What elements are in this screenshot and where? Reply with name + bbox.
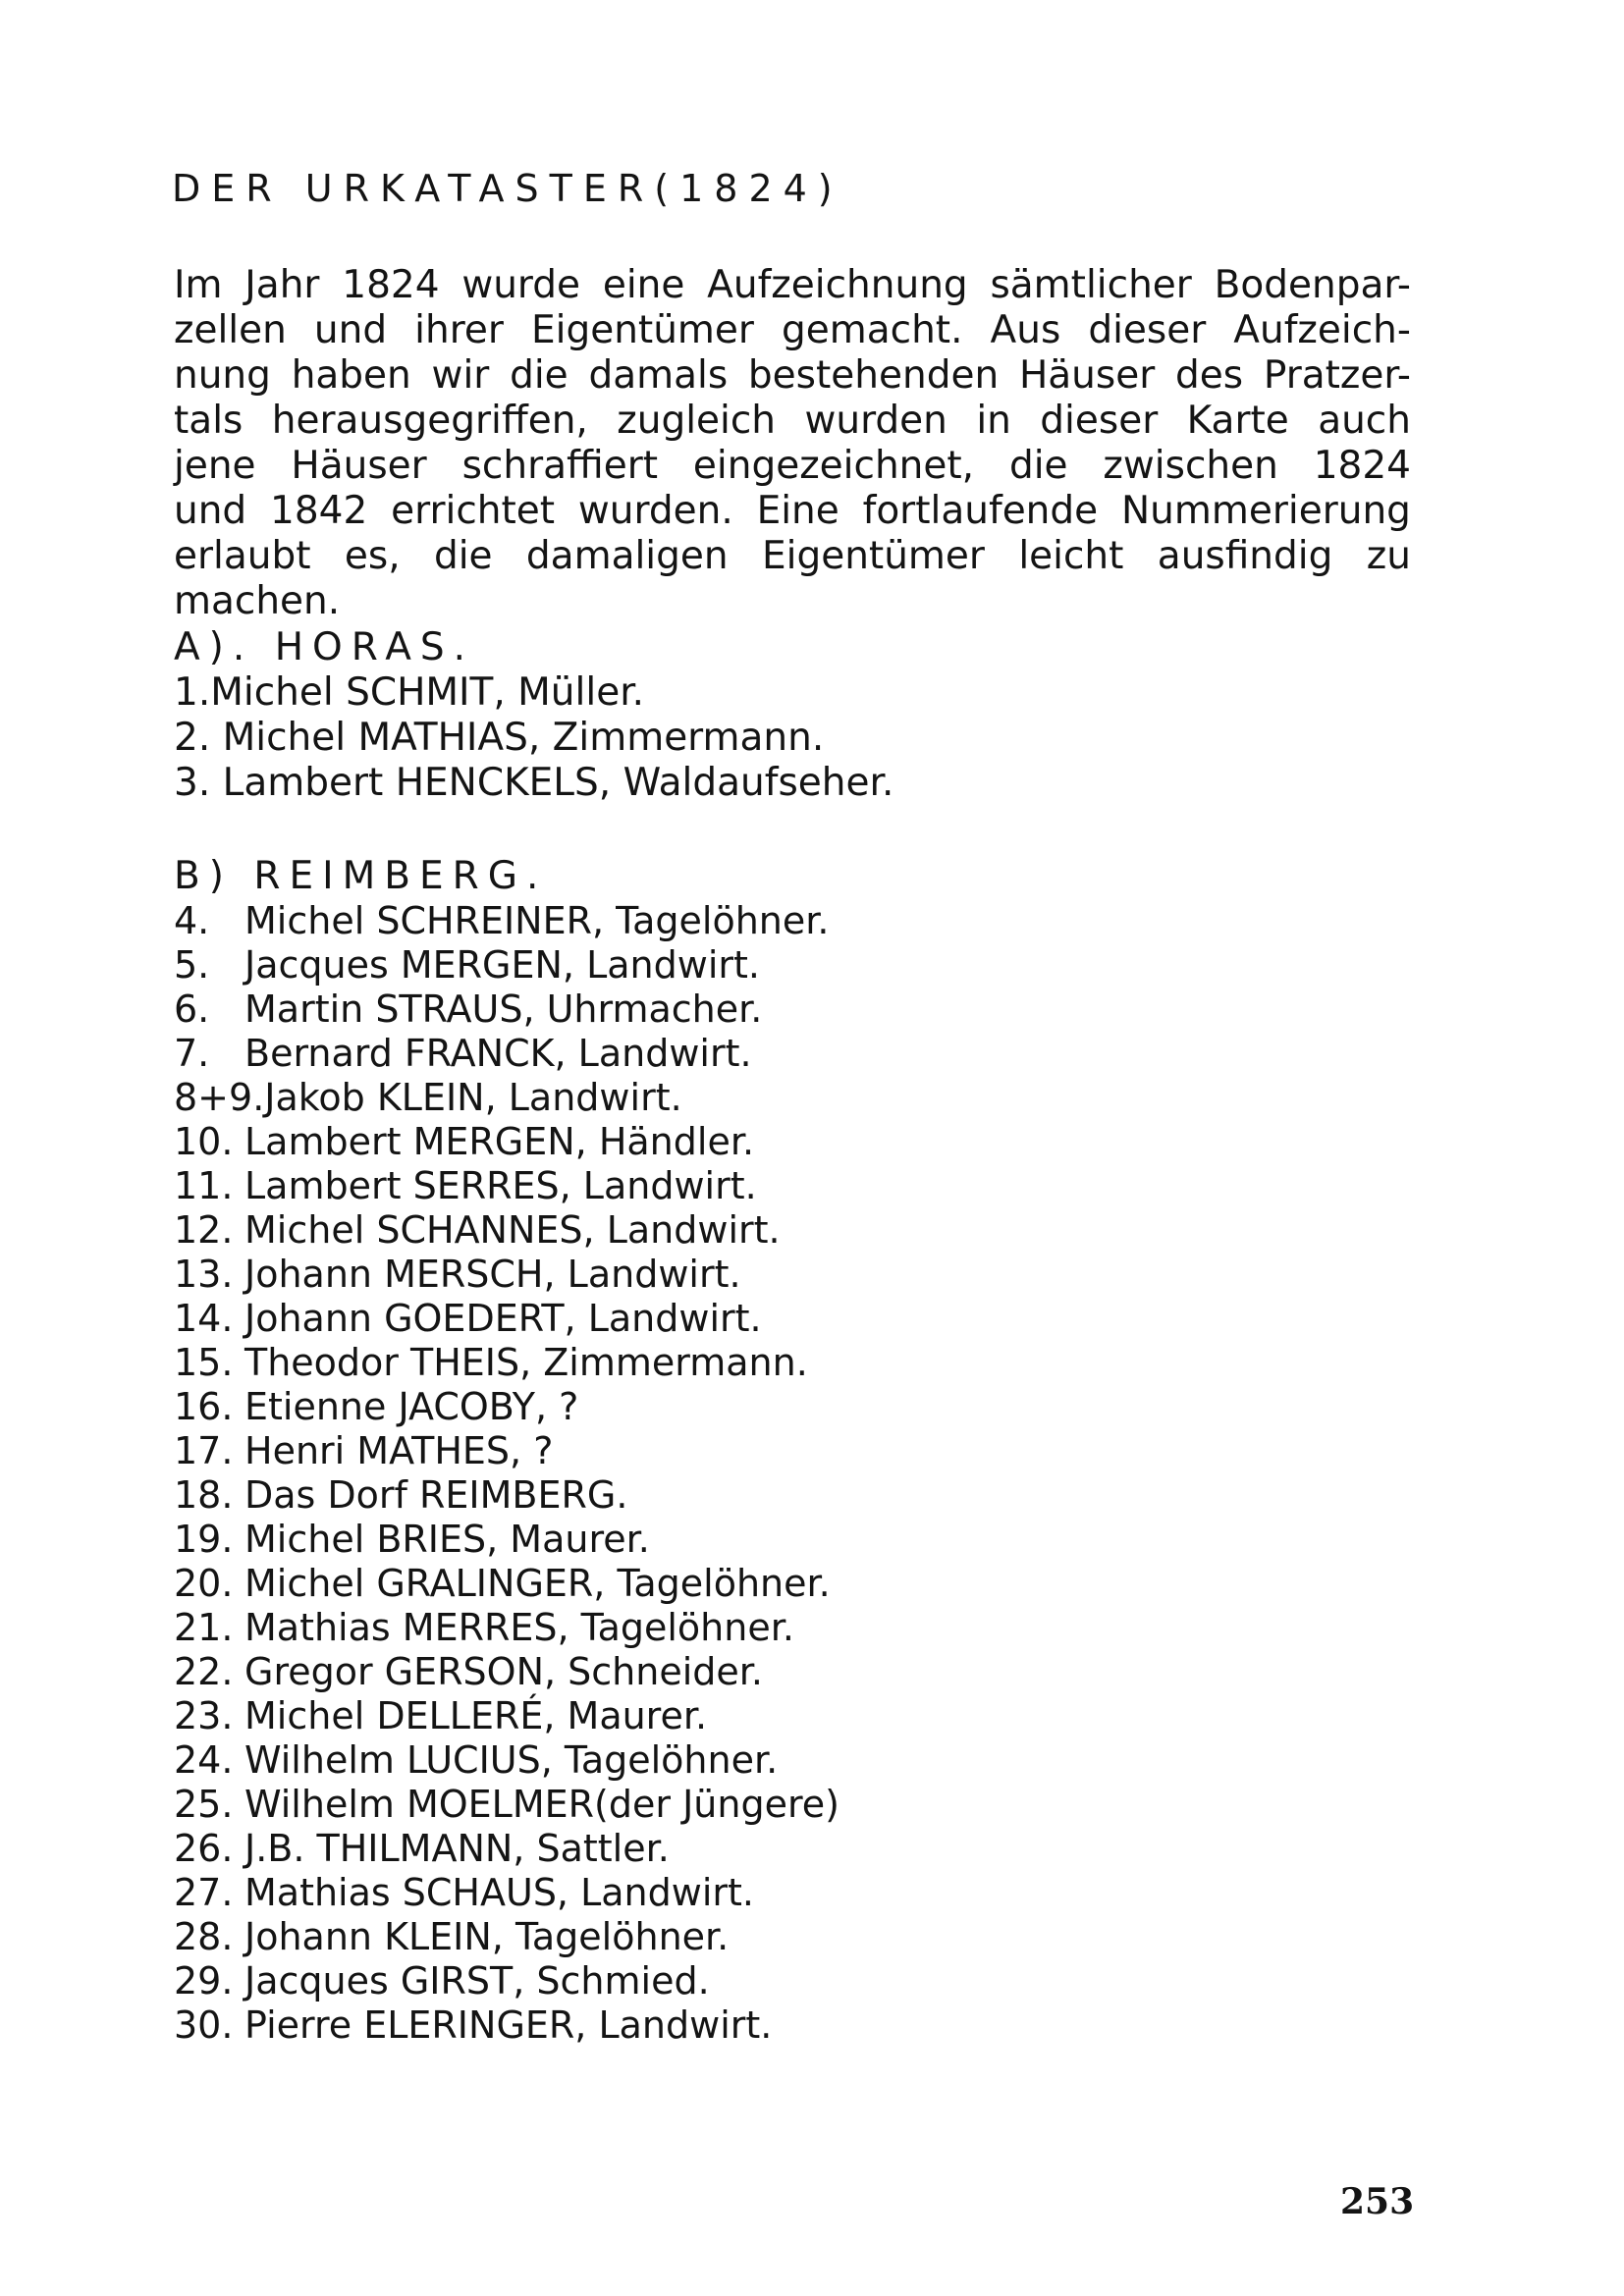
- entry-number: 19.: [174, 1518, 234, 1561]
- intro-word: zugleich: [617, 399, 777, 443]
- intro-word: 1824: [1313, 444, 1411, 488]
- intro-word: eine: [602, 263, 685, 307]
- list-item: [174, 1606, 794, 1649]
- intro-word: dieser: [1088, 308, 1207, 352]
- intro-word: jene: [174, 444, 256, 488]
- intro-word: sämtlicher: [990, 263, 1192, 307]
- entry-number: 29.: [174, 1959, 234, 2002]
- intro-line: [174, 444, 1411, 488]
- entry-number: 27.: [174, 1871, 234, 1914]
- intro-word: wurde: [461, 263, 581, 307]
- intro-word: haben: [291, 353, 411, 398]
- list-item: [174, 988, 762, 1031]
- list-item: [174, 1650, 763, 1693]
- list-item: [174, 1120, 754, 1163]
- section-a-heading: A). HORAS.: [174, 625, 475, 669]
- intro-line: [174, 534, 1411, 578]
- intro-word: Eigentümer: [530, 308, 754, 352]
- entry-text: Das Dorf REIMBERG.: [244, 1473, 628, 1517]
- entry-text: Michel SCHREINER, Tagelöhner.: [244, 899, 830, 942]
- list-item: [174, 1518, 650, 1561]
- list-item: [174, 1076, 682, 1119]
- entry-text: Jakob KLEIN, Landwirt.: [264, 1076, 682, 1119]
- list-item: [174, 1694, 707, 1737]
- entry-number: 26.: [174, 1827, 234, 1870]
- intro-word: die: [510, 353, 568, 398]
- intro-word: fortlaufende: [862, 489, 1099, 533]
- entry-text: Wilhelm MOELMER(der Jüngere): [244, 1783, 839, 1826]
- list-item: [174, 1473, 627, 1517]
- intro-word: Aufzeichnung: [707, 263, 968, 307]
- list-item: [174, 1738, 778, 1782]
- entry-text: Johann GOEDERT, Landwirt.: [244, 1297, 762, 1340]
- intro-word: des: [1175, 353, 1244, 398]
- intro-word: in: [976, 399, 1011, 443]
- intro-word: errichtet: [391, 489, 556, 533]
- intro-line: [174, 308, 1411, 352]
- entry-text: Jacques MERGEN, Landwirt.: [244, 943, 760, 987]
- intro-word: Karte: [1186, 399, 1289, 443]
- intro-word: erlaubt: [174, 534, 311, 578]
- intro-word: bestehenden: [747, 353, 1000, 398]
- intro-word: zellen: [174, 308, 287, 352]
- intro-word: Aufzeich-: [1233, 308, 1411, 352]
- list-item: [174, 1385, 578, 1428]
- list-item: [174, 1827, 670, 1870]
- intro-word: und: [313, 308, 388, 352]
- list-item: [174, 1562, 831, 1605]
- section-b-heading: B) REIMBERG.: [174, 854, 548, 898]
- intro-word: die: [433, 534, 493, 578]
- intro-word: wir: [431, 353, 490, 398]
- entry-number: 20.: [174, 1562, 234, 1605]
- entry-number: 5.: [174, 943, 210, 987]
- entry-text: Lambert MERGEN, Händler.: [244, 1120, 755, 1163]
- entry-number: 12.: [174, 1208, 234, 1252]
- entry-number: 23.: [174, 1694, 234, 1737]
- entry-text: Gregor GERSON, Schneider.: [244, 1650, 763, 1693]
- list-item: 1.Michel SCHMIT, Müller.: [174, 670, 645, 715]
- list-item: 3. Lambert HENCKELS, Waldaufseher.: [174, 761, 894, 805]
- list-item: [174, 1915, 729, 1958]
- entry-text: Michel SCHANNES, Landwirt.: [244, 1208, 781, 1252]
- intro-word: auch: [1318, 399, 1411, 443]
- intro-word: zwischen: [1103, 444, 1278, 488]
- intro-word: Häuser: [291, 444, 427, 488]
- intro-word: wurden.: [577, 489, 733, 533]
- entry-number: 21.: [174, 1606, 234, 1649]
- entry-number: 7.: [174, 1032, 210, 1075]
- entry-text: Etienne JACOBY, ?: [244, 1385, 579, 1428]
- list-item: [174, 1208, 781, 1252]
- intro-word: Eigentümer: [761, 534, 985, 578]
- intro-word: die: [1008, 444, 1068, 488]
- intro-word: gemacht.: [782, 308, 963, 352]
- entry-number: 17.: [174, 1429, 234, 1472]
- entry-number: 25.: [174, 1783, 234, 1826]
- intro-word: herausgegriffen,: [271, 399, 588, 443]
- page-number: 253: [1340, 2181, 1415, 2222]
- entry-text: Michel BRIES, Maurer.: [244, 1518, 650, 1561]
- entry-number: 15.: [174, 1341, 234, 1384]
- entry-text: Martin STRAUS, Uhrmacher.: [244, 988, 763, 1031]
- intro-word: zu: [1366, 534, 1411, 578]
- list-item: [174, 1959, 710, 2002]
- page-title: DER URKATASTER(1824): [172, 167, 843, 210]
- intro-word: dieser: [1040, 399, 1159, 443]
- intro-word: Häuser: [1018, 353, 1156, 398]
- entry-text: Johann MERSCH, Landwirt.: [244, 1253, 741, 1296]
- entry-number: 18.: [174, 1473, 234, 1517]
- list-item: [174, 1164, 757, 1207]
- intro-word: Bodenpar-: [1214, 263, 1411, 307]
- intro-word: schraffiert: [461, 444, 659, 488]
- intro-word: Eine: [756, 489, 839, 533]
- list-item: [174, 1297, 762, 1340]
- entry-number: 4.: [174, 899, 210, 942]
- entry-text: Theodor THEIS, Zimmermann.: [244, 1341, 808, 1384]
- entry-number: 30.: [174, 2003, 234, 2047]
- list-item: [174, 943, 760, 987]
- entry-text: Lambert SERRES, Landwirt.: [244, 1164, 757, 1207]
- intro-word: 1824: [342, 263, 440, 307]
- entry-number: 8+9.: [174, 1076, 265, 1119]
- intro-word: und: [174, 489, 247, 533]
- intro-line-last: machen.: [174, 579, 341, 623]
- entry-number: 16.: [174, 1385, 234, 1428]
- intro-line: [174, 399, 1411, 443]
- list-item: [174, 1032, 752, 1075]
- intro-word: eingezeichnet,: [692, 444, 975, 488]
- intro-word: nung: [174, 353, 271, 398]
- intro-line: [174, 489, 1411, 533]
- intro-word: Aus: [990, 308, 1061, 352]
- list-item: 2. Michel MATHIAS, Zimmermann.: [174, 716, 825, 760]
- entry-text: Bernard FRANCK, Landwirt.: [244, 1032, 752, 1075]
- list-item: [174, 1871, 754, 1914]
- entry-text: J.B. THILMANN, Sattler.: [244, 1827, 670, 1870]
- intro-word: 1842: [270, 489, 368, 533]
- entry-text: Mathias MERRES, Tagelöhner.: [244, 1606, 794, 1649]
- entry-text: Pierre ELERINGER, Landwirt.: [244, 2003, 773, 2047]
- intro-word: es,: [344, 534, 401, 578]
- entry-text: Johann KLEIN, Tagelöhner.: [244, 1915, 730, 1958]
- entry-text: Mathias SCHAUS, Landwirt.: [244, 1871, 754, 1914]
- intro-word: damals: [588, 353, 729, 398]
- intro-line: [174, 353, 1411, 398]
- entry-number: 28.: [174, 1915, 234, 1958]
- entry-number: 11.: [174, 1164, 234, 1207]
- intro-word: ausfindig: [1157, 534, 1333, 578]
- entry-text: Wilhelm LUCIUS, Tagelöhner.: [244, 1738, 779, 1782]
- entry-number: 24.: [174, 1738, 234, 1782]
- list-item: [174, 2003, 772, 2047]
- entry-number: 14.: [174, 1297, 234, 1340]
- intro-word: ihrer: [414, 308, 504, 352]
- intro-word: Jahr: [244, 263, 320, 307]
- entry-number: 22.: [174, 1650, 234, 1693]
- entry-text: Henri MATHES, ?: [244, 1429, 554, 1472]
- entry-text: Jacques GIRST, Schmied.: [244, 1959, 710, 2002]
- intro-word: damaligen: [525, 534, 729, 578]
- intro-word: leicht: [1018, 534, 1124, 578]
- list-item: [174, 1253, 741, 1296]
- list-item: [174, 1429, 553, 1472]
- entry-number: 6.: [174, 988, 210, 1031]
- entry-number: 13.: [174, 1253, 234, 1296]
- intro-word: wurden: [804, 399, 947, 443]
- list-item: [174, 899, 829, 942]
- intro-word: Pratzer-: [1263, 353, 1411, 398]
- entry-text: Michel DELLERÉ, Maurer.: [244, 1694, 708, 1737]
- list-item: [174, 1783, 839, 1826]
- entry-number: 10.: [174, 1120, 234, 1163]
- intro-word: Im: [174, 263, 223, 307]
- intro-word: tals: [174, 399, 244, 443]
- entry-text: Michel GRALINGER, Tagelöhner.: [244, 1562, 831, 1605]
- intro-word: Nummerierung: [1120, 489, 1411, 533]
- intro-line: [174, 263, 1411, 307]
- list-item: [174, 1341, 808, 1384]
